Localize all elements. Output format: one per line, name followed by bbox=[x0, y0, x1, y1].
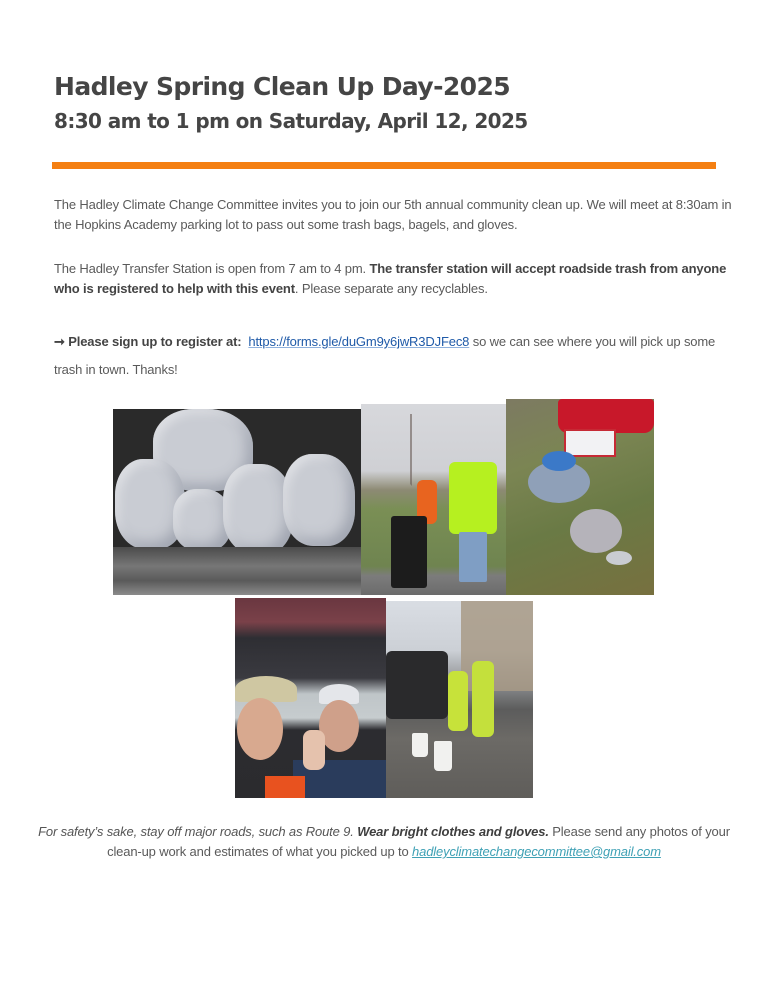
red-car bbox=[558, 399, 654, 433]
event-date-time: 8:30 am to 1 pm on Saturday, April 12, 2025 bbox=[54, 109, 528, 133]
photo-selfie-volunteers bbox=[235, 598, 386, 798]
face bbox=[237, 698, 283, 760]
orange-vest bbox=[265, 776, 305, 798]
photo-trash-bags-trunk bbox=[113, 409, 361, 595]
volunteer-yellow-vest bbox=[448, 671, 468, 731]
hand-thumbs-up bbox=[303, 730, 325, 770]
trash-pile bbox=[570, 509, 622, 553]
wagon bbox=[564, 429, 616, 457]
signup-lead: Please sign up to register at: bbox=[68, 334, 242, 349]
photo-volunteers-trash-can bbox=[361, 404, 506, 595]
orange-divider bbox=[52, 162, 716, 169]
signup-text-after: so we can see where you will pick up some trash in town. Thanks! bbox=[54, 334, 716, 377]
footer-safety-note bbox=[30, 822, 738, 862]
signup-form-link[interactable]: https://forms.gle/duGm9y6jwR3DJFec8 bbox=[248, 334, 470, 349]
safety-bold-text: Wear bright clothes and gloves. bbox=[357, 824, 549, 839]
signup-paragraph bbox=[54, 328, 734, 384]
car-bumper bbox=[113, 547, 361, 595]
safety-text: For safety’s sake, stay off major roads, such as Route 9. bbox=[38, 824, 354, 839]
trash-can bbox=[391, 516, 427, 588]
arrow-icon: ➞ bbox=[54, 334, 65, 349]
transfer-text: The Hadley Transfer Station is open from 7 am to 4 pm. bbox=[54, 261, 370, 276]
tree bbox=[365, 414, 412, 486]
transfer-station-paragraph bbox=[54, 259, 734, 299]
intro-text: The Hadley Climate Change Committee invites you to join our 5th annual community clean up. We will meet at 8:30am in the Hopkins Academy parking lot to pass out some trash bags, bagels, and gloves. bbox=[54, 197, 732, 232]
bucket bbox=[434, 741, 452, 771]
car-open-trunk bbox=[386, 651, 448, 719]
bucket bbox=[412, 733, 428, 757]
email-link[interactable]: hadleyclimatechangecommittee@gmail.com bbox=[412, 844, 661, 859]
trash-pile bbox=[606, 551, 632, 565]
intro-paragraph bbox=[54, 195, 734, 235]
volunteer-yellow-vest bbox=[472, 661, 494, 737]
page-title: Hadley Spring Clean Up Day-2025 bbox=[54, 72, 511, 101]
face bbox=[319, 700, 359, 752]
trash-bag bbox=[283, 454, 355, 546]
volunteer-jeans bbox=[459, 532, 487, 582]
photo-volunteers-buckets bbox=[386, 601, 533, 798]
photo-trash-pile-red-car bbox=[506, 399, 654, 595]
volunteer-yellow-jacket bbox=[449, 462, 497, 534]
transfer-text-after: . Please separate any recyclables. bbox=[294, 281, 488, 296]
transfer-bold-text: The transfer station will accept roadside trash from anyone who is registered to help with this event bbox=[54, 261, 727, 296]
footer-text: Please send any photos of your clean-up work and estimates of what you picked up to bbox=[107, 824, 730, 859]
trash-pile bbox=[542, 451, 576, 471]
